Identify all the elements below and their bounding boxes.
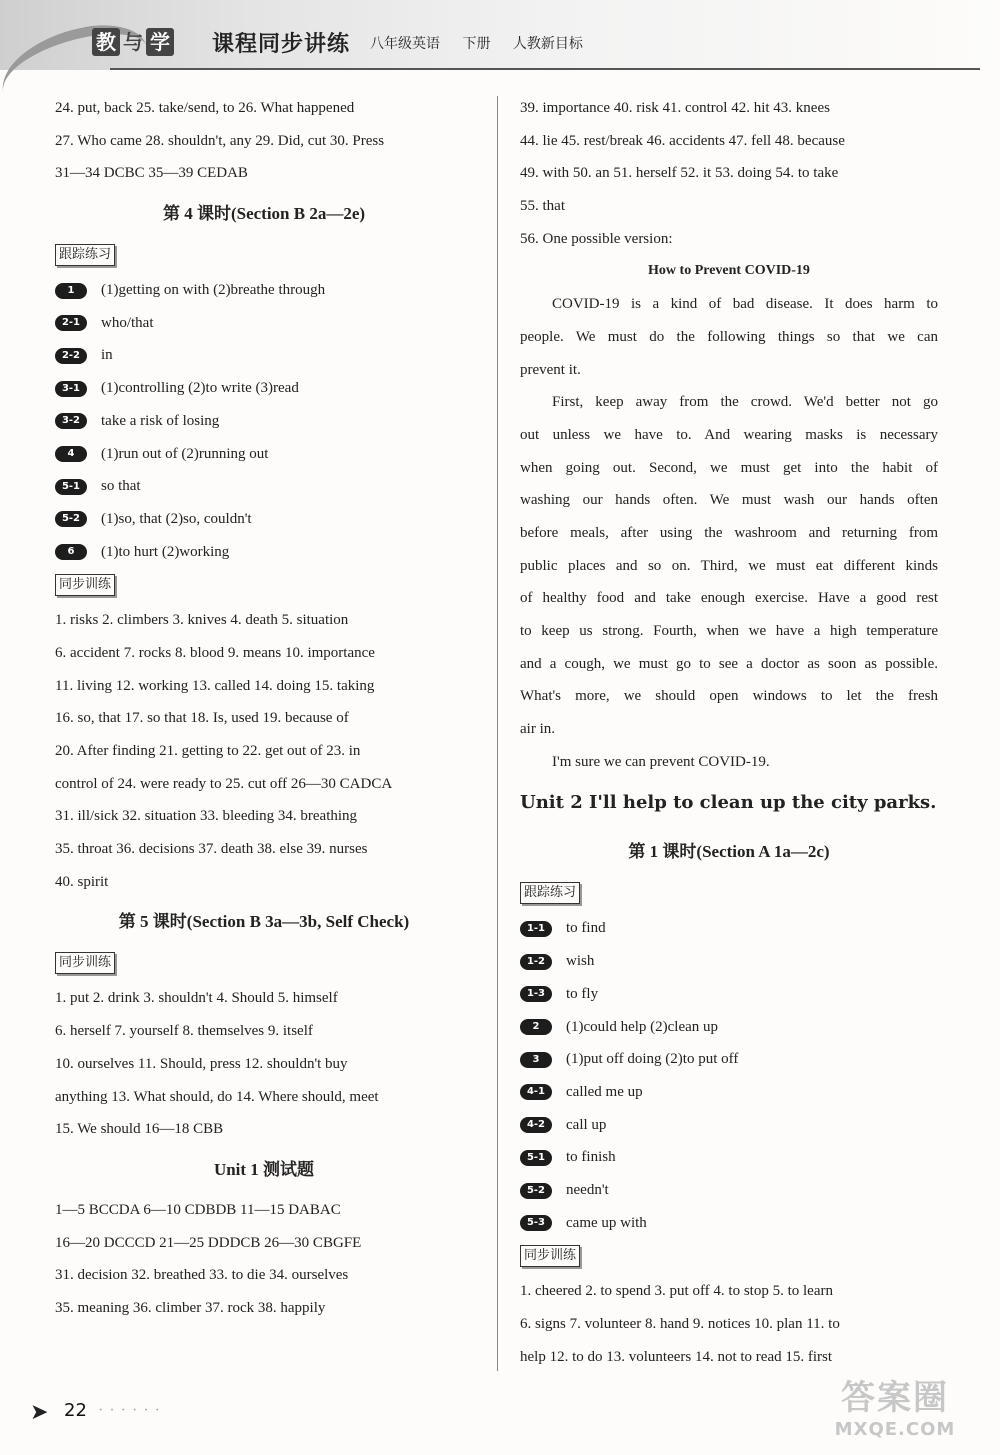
essay-title: How to Prevent COVID-19	[648, 263, 810, 279]
brand-logo	[92, 28, 174, 56]
tag-tracking-practice: 跟踪练习	[55, 244, 115, 266]
tracking-item	[55, 405, 473, 438]
series-title: 课程同步讲练	[212, 32, 351, 57]
answer-line: 1—5 BCCDA 6—10 CDBDB 11—15 DABAC	[55, 1201, 341, 1218]
item-number-badge: 1-3	[520, 986, 552, 1002]
tracking-item	[520, 912, 938, 945]
answer-line: 40. spirit	[55, 873, 109, 890]
answer-line: 24. put, back 25. take/send, to 26. What happened	[55, 100, 355, 116]
tag-sync-training: 同步训练	[520, 1245, 580, 1267]
essay-body	[520, 288, 938, 778]
essay-line: air in.	[520, 721, 555, 738]
item-number-badge: 1-1	[520, 921, 552, 937]
tracking-item	[520, 1043, 938, 1076]
item-answer: call up	[566, 1116, 607, 1133]
item-answer: (1)so, that (2)so, couldn't	[101, 510, 252, 527]
brand-char-1: 教	[92, 28, 120, 56]
item-answer: called me up	[566, 1083, 643, 1100]
lesson1-sync-list	[520, 1275, 938, 1373]
item-answer: to finish	[566, 1149, 616, 1166]
volume-label: 下册	[462, 36, 491, 52]
item-number-badge: 2-2	[55, 348, 87, 364]
essay-line: I'm sure we can prevent COVID-19.	[552, 753, 770, 770]
watermark-url: MXQE.COM	[834, 1419, 956, 1440]
item-number-badge: 1-2	[520, 954, 552, 970]
answer-line: 6. accident 7. rocks 8. blood 9. means 10. importance	[55, 644, 375, 661]
answer-line: 1. put 2. drink 3. shouldn't 4. Should 5. himself	[55, 990, 338, 1007]
answer-line: 49. with 50. an 51. herself 52. it 53. doing 54. to take	[520, 165, 839, 182]
item-answer: (1)to hurt (2)working	[101, 543, 230, 560]
lesson4-title: 第 4 课时(Section B 2a—2e)	[162, 204, 366, 224]
answer-line: help 12. to do 13. volunteers 14. not to read 15. first	[520, 1348, 833, 1365]
essay-line: First, keep away from the crowd. We'd better not go	[552, 394, 938, 411]
item-answer: who/that	[101, 314, 154, 331]
tracking-item	[520, 1011, 938, 1044]
answer-line: 16—20 DCCCD 21—25 DDDCB 26—30 CBGFE	[55, 1234, 362, 1251]
essay-line: to keep us strong. Fourth, when we have a high temperature	[520, 623, 938, 639]
unit1-test-list	[55, 1194, 473, 1325]
answer-line: 31. decision 32. breathed 33. to die 34. ourselves	[55, 1267, 349, 1284]
essay-line: when going out. Second, we must get into the habit of	[520, 459, 938, 476]
answer-line: 10. ourselves 11. Should, press 12. shouldn't buy	[55, 1055, 348, 1072]
grade-label: 八年级英语	[370, 36, 440, 52]
left-column	[55, 92, 473, 1325]
essay-line: COVID-19 is a kind of bad disease. It does harm to	[552, 296, 938, 313]
tracking-item	[55, 339, 473, 372]
item-answer: take a risk of losing	[101, 412, 220, 429]
tag-sync-training: 同步训练	[55, 952, 115, 974]
item-number-badge: 5-3	[520, 1215, 552, 1231]
unit2-title: Unit 2 I'll help to clean up the city parks.	[520, 792, 937, 814]
item-number-badge: 5-1	[520, 1150, 552, 1166]
lesson1-title: 第 1 课时(Section A 1a—2c)	[628, 842, 830, 862]
item-number-badge: 5-2	[520, 1183, 552, 1199]
essay-line: washing our hands often. We must wash our hands often	[520, 492, 938, 509]
essay-line: and a cough, we must go to see a doctor as soon as possible.	[520, 655, 938, 672]
unit1-test-title: Unit 1 测试题	[213, 1159, 315, 1179]
brand-char-3: 学	[146, 28, 174, 56]
tracking-item	[520, 1141, 938, 1174]
item-answer: to find	[566, 920, 606, 937]
item-number-badge: 5-1	[55, 479, 87, 495]
essay-line: public places and so on. Third, we must eat different kinds	[520, 557, 938, 574]
item-number-badge: 5-2	[55, 511, 87, 527]
essay-line: of healthy food and take enough exercise. Have a good rest	[520, 590, 938, 607]
footer-dots-decoration: ······	[98, 1402, 166, 1419]
tracking-item	[55, 438, 473, 471]
edition-label: 人教新目标	[512, 36, 583, 52]
essay-line: before meals, after using the washroom and returning from	[520, 524, 938, 541]
item-number-badge: 1	[55, 283, 87, 299]
item-number-badge: 2	[520, 1019, 552, 1035]
item-number-badge: 3-2	[55, 413, 87, 429]
item-answer: (1)could help (2)clean up	[566, 1018, 719, 1035]
right-top-answers	[520, 92, 938, 255]
tag-sync-training: 同步训练	[55, 574, 115, 596]
essay-line: out unless we have to. And wearing masks is necessary	[520, 426, 938, 443]
item-number-badge: 3	[520, 1052, 552, 1068]
tracking-item	[55, 307, 473, 340]
answer-line: 44. lie 45. rest/break 46. accidents 47. fell 48. because	[520, 132, 845, 149]
essay-line: prevent it.	[520, 361, 581, 378]
answer-line: 1. cheered 2. to spend 3. put off 4. to stop 5. to learn	[520, 1283, 833, 1300]
tracking-item	[55, 470, 473, 503]
answer-line: 6. signs 7. volunteer 8. hand 9. notices 10. plan 11. to	[520, 1316, 840, 1332]
answer-line: 56. One possible version:	[520, 230, 673, 247]
tracking-item	[520, 1174, 938, 1207]
answer-line: 20. After finding 21. getting to 22. get out of 23. in	[55, 743, 361, 759]
watermark-text: 答案圈	[841, 1378, 949, 1418]
item-number-badge: 4-2	[520, 1117, 552, 1133]
column-divider	[497, 96, 498, 1371]
lesson5-title: 第 5 课时(Section B 3a—3b, Self Check)	[118, 912, 410, 932]
answer-line: 11. living 12. working 13. called 14. doing 15. taking	[55, 677, 375, 694]
lesson1-tracking-list	[520, 912, 938, 1239]
item-answer: wish	[566, 953, 595, 970]
essay-line: What's more, we should open windows to let the fresh	[520, 688, 938, 705]
tracking-item	[520, 945, 938, 978]
answer-line: 31—34 DCBC 35—39 CEDAB	[55, 165, 248, 182]
item-answer: needn't	[566, 1181, 609, 1198]
tracking-item	[55, 503, 473, 536]
tracking-item	[55, 536, 473, 569]
tracking-item	[520, 978, 938, 1011]
arrow-icon: ➤	[30, 1400, 49, 1425]
right-column	[520, 92, 938, 1373]
tracking-item	[520, 1109, 938, 1142]
item-answer: in	[101, 347, 113, 364]
header-rule	[110, 68, 980, 70]
answer-line: 39. importance 40. risk 41. control 42. hit 43. knees	[520, 100, 830, 116]
item-number-badge: 3-1	[55, 381, 87, 397]
brand-char-2: 与	[123, 30, 143, 54]
tracking-item	[55, 274, 473, 307]
grade-info	[370, 33, 583, 53]
answer-line: 16. so, that 17. so that 18. Is, used 19. because of	[55, 710, 349, 727]
answer-line: 15. We should 16—18 CBB	[55, 1121, 224, 1138]
item-number-badge: 2-1	[55, 315, 87, 331]
item-answer: so that	[101, 478, 141, 495]
tracking-item	[520, 1076, 938, 1109]
answer-line: 31. ill/sick 32. situation 33. bleeding 34. breathing	[55, 808, 358, 825]
item-number-badge: 4-1	[520, 1084, 552, 1100]
answer-line: 35. throat 36. decisions 37. death 38. else 39. nurses	[55, 841, 368, 858]
answer-line: 55. that	[520, 198, 565, 215]
essay-line: people. We must do the following things so that we can	[520, 328, 938, 345]
answer-line: control of 24. were ready to 25. cut off 26—30 CADCA	[55, 775, 393, 792]
tracking-item	[55, 372, 473, 405]
tag-tracking-practice: 跟踪练习	[520, 882, 580, 904]
item-answer: (1)run out of (2)running out	[101, 445, 269, 462]
item-number-badge: 4	[55, 446, 87, 462]
item-answer: (1)put off doing (2)to put off	[566, 1051, 739, 1068]
answer-line: 27. Who came 28. shouldn't, any 29. Did, cut 30. Press	[55, 132, 385, 149]
item-answer: came up with	[566, 1214, 647, 1231]
answer-line: anything 13. What should, do 14. Where should, meet	[55, 1088, 379, 1105]
lesson4-tracking-list	[55, 274, 473, 568]
tracking-item	[520, 1207, 938, 1240]
item-answer: (1)getting on with (2)breathe through	[101, 282, 326, 299]
watermark	[800, 1370, 990, 1440]
answer-line: 6. herself 7. yourself 8. themselves 9. itself	[55, 1023, 313, 1040]
page-header	[0, 0, 1000, 88]
item-number-badge: 6	[55, 544, 87, 560]
lesson5-sync-list	[55, 982, 473, 1145]
item-answer: to fly	[566, 985, 599, 1002]
answer-line: 1. risks 2. climbers 3. knives 4. death 5. situation	[55, 612, 349, 629]
answer-line: 35. meaning 36. climber 37. rock 38. happily	[55, 1299, 326, 1316]
lesson4-sync-list	[55, 604, 473, 898]
page-number: 22	[64, 1400, 87, 1421]
item-answer: (1)controlling (2)to write (3)read	[101, 380, 299, 397]
